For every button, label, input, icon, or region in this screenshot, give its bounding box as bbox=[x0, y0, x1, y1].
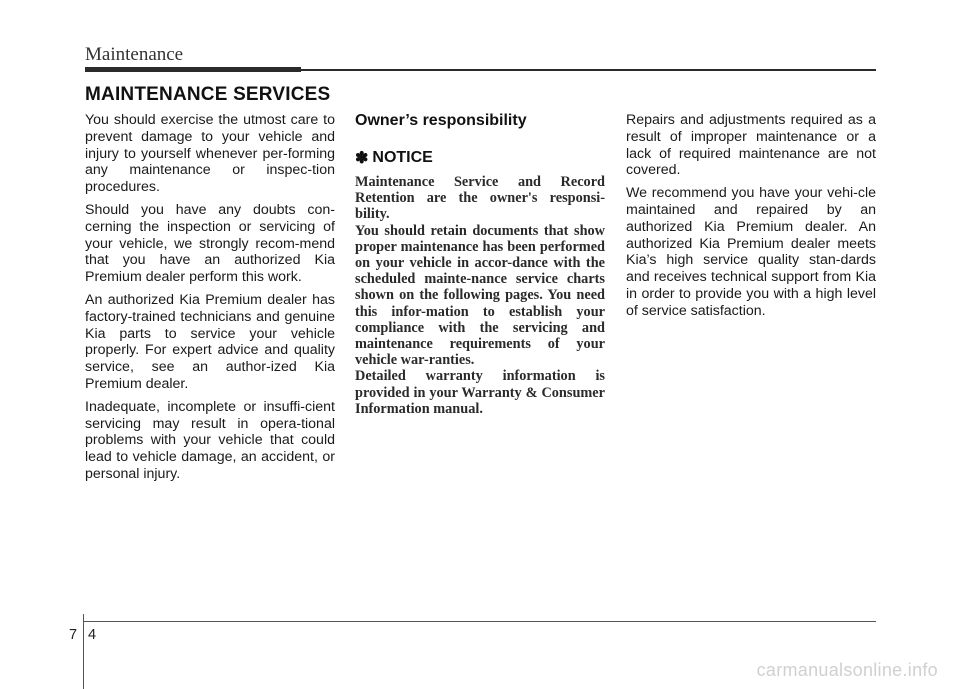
notice-label: NOTICE bbox=[372, 149, 433, 166]
owner-responsibility-heading: Owner’s responsibility bbox=[355, 112, 527, 129]
header-rule bbox=[301, 69, 876, 71]
notice-text: Detailed warranty information is provided in your Warranty & Consumer Information manual. bbox=[355, 368, 605, 417]
middle-column bbox=[355, 112, 605, 417]
paragraph: Repairs and adjustments required as a result of improper maintenance or a lack of required maintenance are not covered. bbox=[626, 112, 876, 179]
notice-text: Maintenance Service and Record Retention are the owner's responsi-bility. bbox=[355, 174, 605, 223]
footer-rule bbox=[83, 621, 876, 622]
page-number: 4 bbox=[88, 627, 97, 643]
paragraph: Should you have any doubts con-cerning the inspection or servicing of your vehicle, we strongly recom-mend that you have an authorized Kia Premium dealer perform this work. bbox=[85, 201, 335, 286]
page-title: MAINTENANCE SERVICES bbox=[85, 84, 331, 105]
paragraph: You should exercise the utmost care to prevent damage to your vehicle and injury to yourself whenever per-forming any maintenance or inspec-tion procedures. bbox=[85, 112, 335, 196]
paragraph: Inadequate, incomplete or insuffi-cient servicing may result in opera-tional problems with your vehicle that could lead to vehicle damage, an accident, or personal injury. bbox=[85, 398, 335, 482]
paragraph: An authorized Kia Premium dealer has factory-trained technicians and genuine Kia parts to service your vehicle properly. For expert advice and quality service, see an author-ized Kia Premium dealer. bbox=[85, 291, 335, 392]
chapter-number: 7 bbox=[69, 627, 78, 643]
header-bar bbox=[85, 67, 301, 72]
watermark: carmanualsonline.info bbox=[756, 660, 938, 680]
notice-heading bbox=[355, 148, 605, 168]
section-label: Maintenance bbox=[85, 44, 184, 65]
notice-icon: ✽ bbox=[355, 150, 369, 167]
left-column bbox=[85, 112, 335, 489]
paragraph: We recommend you have your vehi-cle maintained and repaired by an authorized Kia Premium dealer. An authorized Kia Premium dealer meets Kia’s high service quality stan-dards and receives technical support from Kia in order to provide you with a high level of service satisfaction. bbox=[626, 185, 876, 319]
right-column bbox=[626, 112, 876, 326]
notice-text: You should retain documents that show proper maintenance has been performed on your vehicle in accor-dance with the scheduled mainte-nance service charts shown on the following pages. You need this infor-mation to establish your compliance with the servicing and maintenance requirements of your vehicle war-ranties. bbox=[355, 222, 605, 369]
footer-divider bbox=[83, 614, 84, 689]
